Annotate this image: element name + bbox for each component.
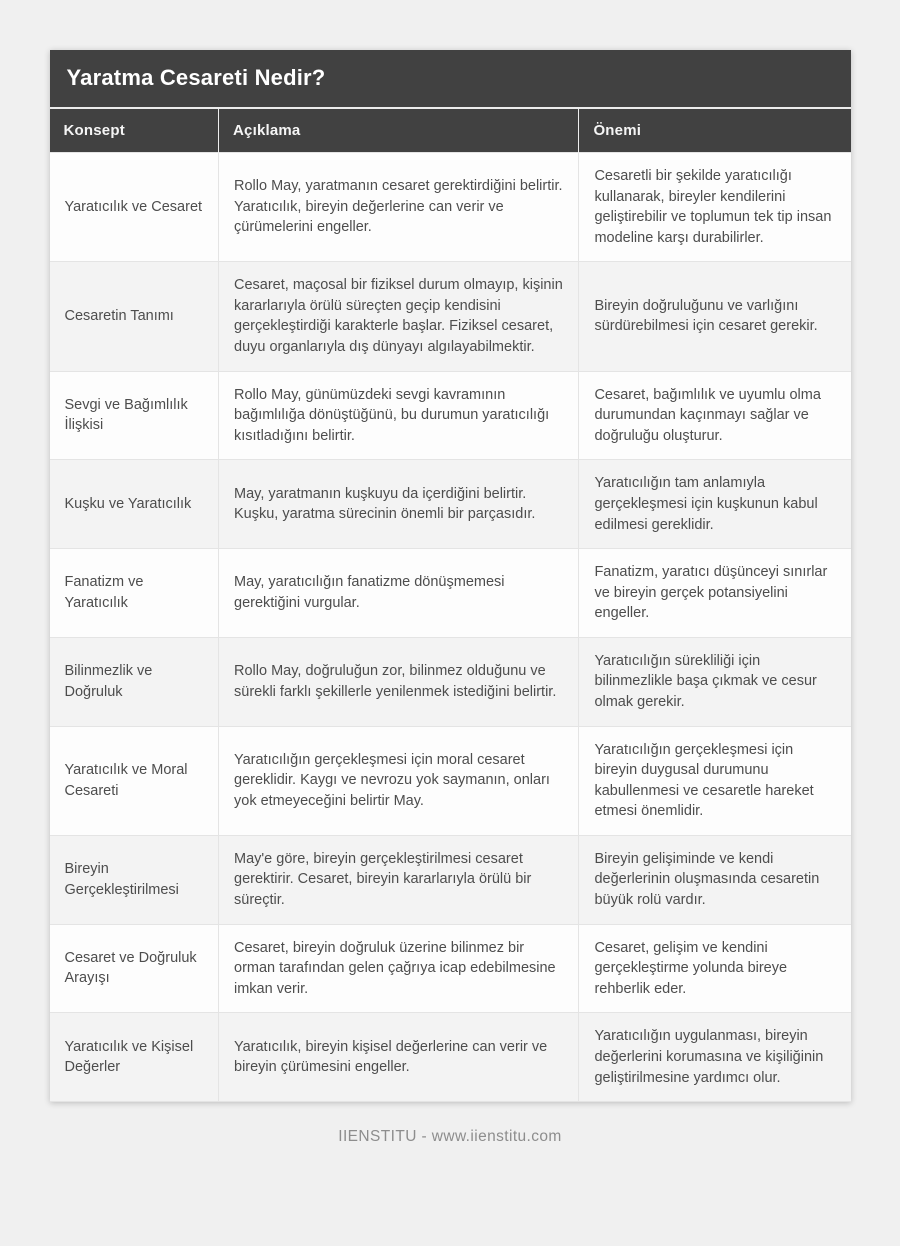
- column-header-onemi: Önemi: [579, 109, 851, 153]
- concept-table: [50, 109, 851, 1102]
- cell-konsept: Fanatizm ve Yaratıcılık: [50, 549, 219, 638]
- table-body: [50, 153, 851, 1102]
- cell-konsept: Bireyin Gerçekleştirilmesi: [50, 835, 219, 924]
- table-row: [50, 549, 851, 638]
- cell-konsept: Kuşku ve Yaratıcılık: [50, 460, 219, 549]
- cell-onemi: Cesaret, bağımlılık ve uyumlu olma durumundan kaçınmayı sağlar ve doğruluğu oluşturur.: [579, 371, 851, 460]
- table-row: [50, 262, 851, 371]
- table-row: [50, 1013, 851, 1102]
- cell-konsept: Bilinmezlik ve Doğruluk: [50, 637, 219, 726]
- cell-onemi: Bireyin doğruluğunu ve varlığını sürdürebilmesi için cesaret gerekir.: [579, 262, 851, 371]
- cell-konsept: Cesaretin Tanımı: [50, 262, 219, 371]
- cell-aciklama: May, yaratıcılığın fanatizme dönüşmemesi gerektiğini vurgular.: [219, 549, 579, 638]
- cell-aciklama: Yaratıcılığın gerçekleşmesi için moral cesaret gereklidir. Kaygı ve nevrozu yok saymanın, onları yok etmeyeceğini belirtir May.: [219, 726, 579, 835]
- table-row: [50, 153, 851, 262]
- cell-konsept: Yaratıcılık ve Moral Cesareti: [50, 726, 219, 835]
- cell-aciklama: Cesaret, bireyin doğruluk üzerine bilinmez bir orman tarafından gelen çağrıya icap edebilmesine imkan verir.: [219, 924, 579, 1013]
- cell-onemi: Cesaret, gelişim ve kendini gerçekleştirme yolunda bireye rehberlik eder.: [579, 924, 851, 1013]
- cell-konsept: Cesaret ve Doğruluk Arayışı: [50, 924, 219, 1013]
- page-title: Yaratma Cesareti Nedir?: [50, 50, 851, 109]
- cell-aciklama: Rollo May, yaratmanın cesaret gerektirdiğini belirtir. Yaratıcılık, bireyin değerlerine can verir ve çürümelerini engeller.: [219, 153, 579, 262]
- concept-table-card: [50, 50, 851, 1102]
- table-row: [50, 460, 851, 549]
- cell-onemi: Yaratıcılığın tam anlamıyla gerçekleşmesi için kuşkunun kabul edilmesi gereklidir.: [579, 460, 851, 549]
- cell-onemi: Cesaretli bir şekilde yaratıcılığı kullanarak, bireyler kendilerini geliştirebilir ve toplumun tek tip insan modeline karşı durabilirler.: [579, 153, 851, 262]
- cell-konsept: Sevgi ve Bağımlılık İlişkisi: [50, 371, 219, 460]
- table-row: [50, 835, 851, 924]
- cell-aciklama: Rollo May, günümüzdeki sevgi kavramının bağımlılığa dönüştüğünü, bu durumun yaratıcılığı kısıtladığını belirtir.: [219, 371, 579, 460]
- cell-onemi: Yaratıcılığın sürekliliği için bilinmezlikle başa çıkmak ve cesur olmak gerekir.: [579, 637, 851, 726]
- cell-onemi: Fanatizm, yaratıcı düşünceyi sınırlar ve bireyin gerçek potansiyelini engeller.: [579, 549, 851, 638]
- table-row: [50, 371, 851, 460]
- cell-aciklama: May'e göre, bireyin gerçekleştirilmesi cesaret gerektirir. Cesaret, bireyin kararlarıyla örülü bir süreçtir.: [219, 835, 579, 924]
- footer-credit: IIENSTITU - www.iienstitu.com: [338, 1128, 562, 1146]
- cell-onemi: Bireyin gelişiminde ve kendi değerlerinin oluşmasında cesaretin büyük rolü vardır.: [579, 835, 851, 924]
- column-header-konsept: Konsept: [50, 109, 219, 153]
- cell-aciklama: May, yaratmanın kuşkuyu da içerdiğini belirtir. Kuşku, yaratma sürecinin önemli bir parçasıdır.: [219, 460, 579, 549]
- cell-aciklama: Rollo May, doğruluğun zor, bilinmez olduğunu ve sürekli farklı şekillerle yenilenmek istediğini belirtir.: [219, 637, 579, 726]
- cell-onemi: Yaratıcılığın uygulanması, bireyin değerlerini korumasına ve kişiliğinin geliştirilmesine yardımcı olur.: [579, 1013, 851, 1102]
- table-header: [50, 109, 851, 153]
- table-row: [50, 726, 851, 835]
- cell-aciklama: Yaratıcılık, bireyin kişisel değerlerine can verir ve bireyin çürümesini engeller.: [219, 1013, 579, 1102]
- cell-konsept: Yaratıcılık ve Kişisel Değerler: [50, 1013, 219, 1102]
- cell-konsept: Yaratıcılık ve Cesaret: [50, 153, 219, 262]
- table-header-row: [50, 109, 851, 153]
- cell-aciklama: Cesaret, maçosal bir fiziksel durum olmayıp, kişinin kararlarıyla örülü süreçten geçip kendisini gerçekleştirdiği karakterle başlar. Fiziksel cesaret, duyu organlarıyla dış dünyayı algılayabilmektir.: [219, 262, 579, 371]
- page: [0, 50, 900, 1246]
- column-header-aciklama: Açıklama: [219, 109, 579, 153]
- table-row: [50, 637, 851, 726]
- table-row: [50, 924, 851, 1013]
- cell-onemi: Yaratıcılığın gerçekleşmesi için bireyin duygusal durumunu kabullenmesi ve cesaretle hareket etmesi önemlidir.: [579, 726, 851, 835]
